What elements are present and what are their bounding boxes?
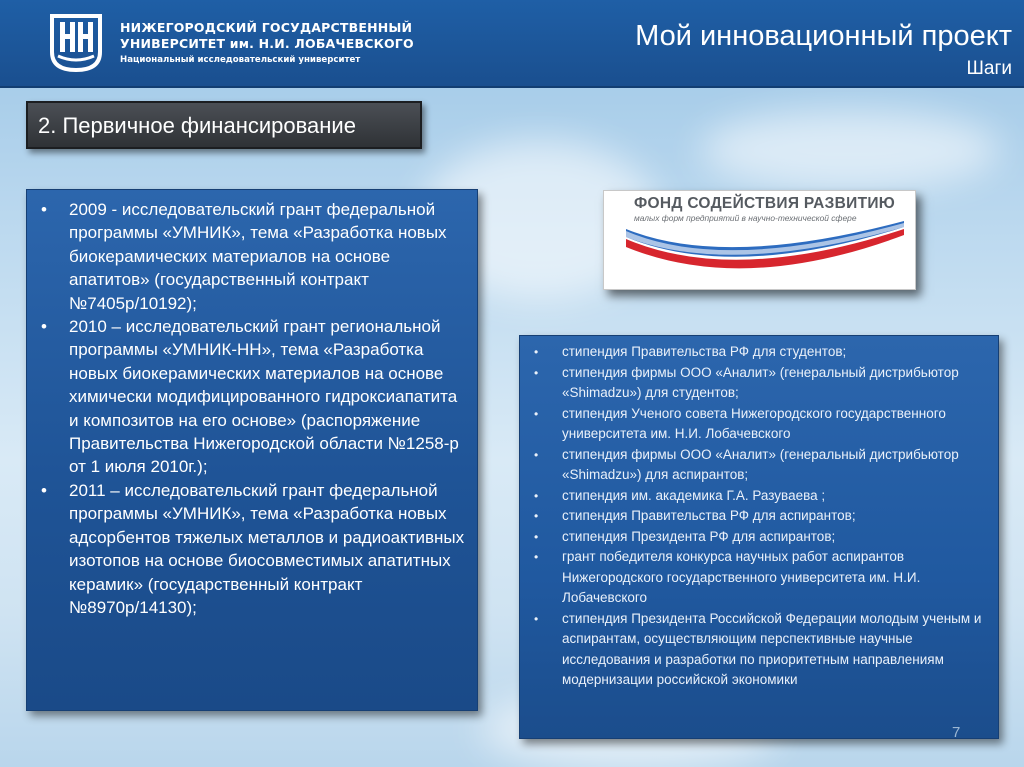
scholarship-item: • стипендия им. академика Г.А. Разуваева ; bbox=[532, 486, 994, 507]
scholarship-item: • стипендия Президента Российской Федерации молодым ученым и аспирантам, осуществляющим перспективные научные исследования и разработки по приоритетным направлениям модернизации российской экономики bbox=[532, 609, 994, 691]
fund-logo-subtitle: малых форм предприятий в научно-технической сфере bbox=[634, 213, 857, 223]
grants-list bbox=[41, 198, 471, 619]
university-tagline: Национальный исследовательский университет bbox=[120, 55, 361, 65]
section-heading-text: 2. Первичное финансирование bbox=[38, 113, 356, 138]
scholarships-list bbox=[532, 342, 994, 691]
fund-logo bbox=[603, 190, 916, 290]
grant-item: • 2011 – исследовательский грант федеральной программы «УМНИК», тема «Разработка новых адсорбентов тяжелых металлов и радиоактивных изотопов на основе биосовместимых апатитных керамик» (государственный контракт №8970р/14130); bbox=[41, 479, 471, 619]
scholarship-item: • стипендия Правительства РФ для аспирантов; bbox=[532, 506, 994, 527]
header-bar bbox=[0, 0, 1024, 88]
university-name bbox=[120, 20, 414, 67]
grant-item: • 2009 - исследовательский грант федеральной программы «УМНИК», тема «Разработка новых биокерамических материалов на основе апатитов» (государственный контракт №7405р/10192); bbox=[41, 198, 471, 315]
grant-item: • 2010 – исследовательский грант региональной программы «УМНИК-НН», тема «Разработка новых биокерамических материалов на основе химически модифицированного гидроксиапатита и композитов на его основе» (распоряжение Правительства Нижегородской области №1258-р от 1 июля 2010г.); bbox=[41, 315, 471, 479]
scholarship-item: • грант победителя конкурса научных работ аспирантов Нижегородского государственного университета им. Н.И. Лобачевского bbox=[532, 547, 994, 609]
scholarship-item: • стипендия фирмы ООО «Аналит» (генеральный дистрибьютор «Shimadzu») для студентов; bbox=[532, 363, 994, 404]
scholarship-item: • стипендия Правительства РФ для студентов; bbox=[532, 342, 994, 363]
scholarship-item: • стипендия Ученого совета Нижегородского государственного университета им. Н.И. Лобачевского bbox=[532, 404, 994, 445]
university-name-line2: УНИВЕРСИТЕТ им. Н.И. ЛОБАЧЕВСКОГО bbox=[120, 36, 414, 51]
page-number: 7 bbox=[952, 724, 961, 741]
section-heading bbox=[26, 101, 422, 149]
slide-title: Мой инновационный проект bbox=[635, 20, 1012, 52]
nnu-logo-icon bbox=[44, 12, 108, 74]
university-name-line1: НИЖЕГОРОДСКИЙ ГОСУДАРСТВЕННЫЙ bbox=[120, 20, 413, 35]
fund-logo-title: ФОНД СОДЕЙСТВИЯ РАЗВИТИЮ bbox=[634, 195, 896, 212]
scholarship-item: • стипендия фирмы ООО «Аналит» (генеральный дистрибьютор «Shimadzu») для аспирантов; bbox=[532, 445, 994, 486]
grants-panel bbox=[26, 189, 478, 711]
slide-subtitle: Шаги bbox=[966, 58, 1012, 79]
scholarships-panel bbox=[519, 335, 999, 739]
scholarship-item: • стипендия Президента РФ для аспирантов; bbox=[532, 527, 994, 548]
